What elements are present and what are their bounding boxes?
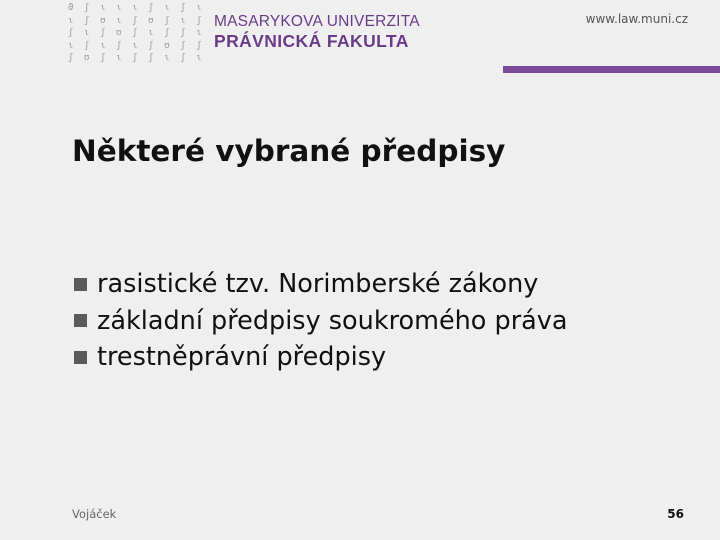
- bullet-item: [74, 266, 568, 303]
- logo-pattern-row: ʃ ɩ ʃ ʊ ʃ ɩ ʃ ʃ ɩ: [68, 28, 205, 38]
- page-number: 56: [667, 507, 684, 521]
- bullet-list: [74, 266, 568, 376]
- square-bullet-icon: [74, 351, 87, 364]
- logo-pattern-row: ɩ ʃ ʊ ɩ ʃ ʊ ʃ ɩ ʃ: [68, 15, 205, 26]
- bullet-item: [74, 339, 568, 376]
- logo-pattern-row: ϑ ʃ ɩ ɩ ɩ ʃ ɩ ʃ ɩ: [68, 3, 205, 13]
- university-name: MASARYKOVA UNIVERZITA: [214, 13, 420, 30]
- footer-author: Vojáček: [72, 507, 117, 521]
- logo-pattern-row: ɩ ʃ ɩ ʃ ɩ ʃ ʊ ʃ ʃ: [68, 40, 205, 51]
- bullet-text: rasistické tzv. Norimberské zákony: [97, 269, 539, 300]
- square-bullet-icon: [74, 314, 87, 327]
- slide-title: Některé vybrané předpisy: [72, 134, 506, 168]
- university-logo-pattern: [68, 2, 205, 72]
- square-bullet-icon: [74, 278, 87, 291]
- bullet-item: [74, 303, 568, 340]
- logo-pattern-row: ʃ ʊ ʃ ɩ ʃ ʃ ɩ ʃ ɩ: [68, 53, 205, 63]
- website-url: www.law.muni.cz: [585, 12, 688, 26]
- header-accent-bar: [503, 66, 720, 73]
- bullet-text: trestněprávní předpisy: [97, 342, 387, 373]
- faculty-name: PRÁVNICKÁ FAKULTA: [214, 31, 409, 51]
- bullet-text: základní předpisy soukromého práva: [97, 305, 568, 336]
